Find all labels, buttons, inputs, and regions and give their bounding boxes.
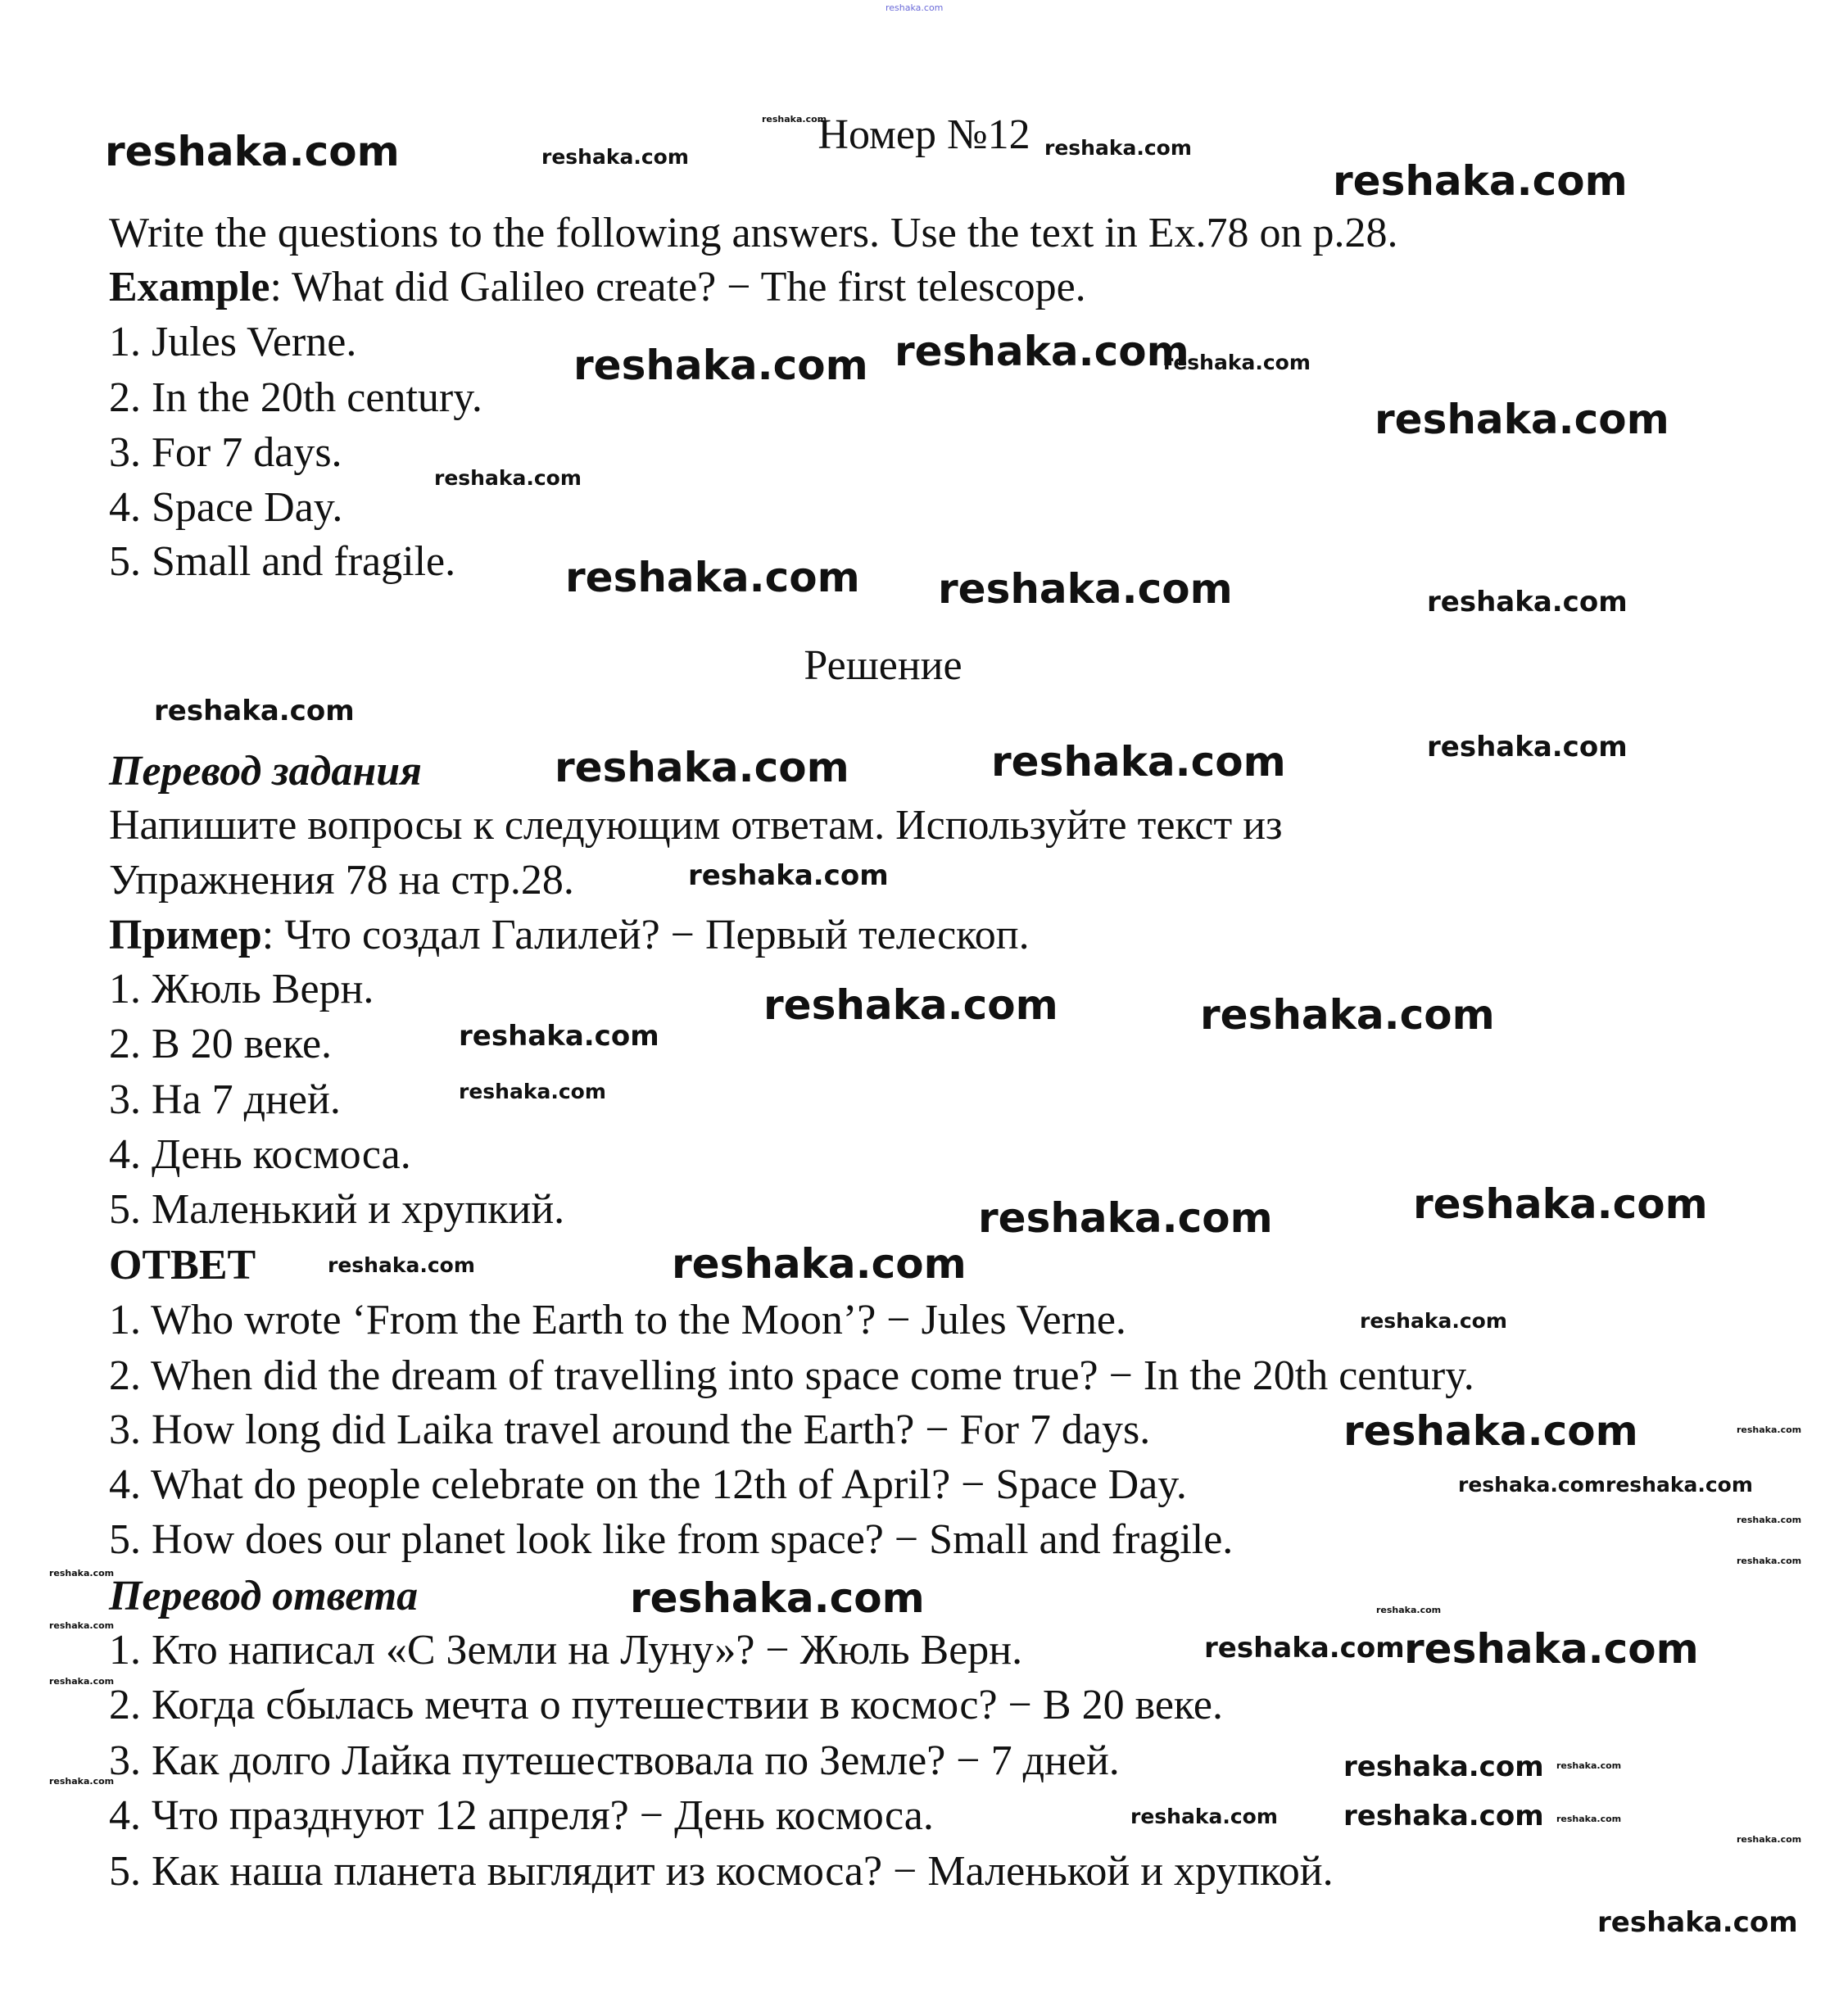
watermark: reshaka.com: [541, 145, 689, 169]
translation-example: [109, 908, 1030, 962]
example-text: : Что создал Галилей? − Первый телескоп.: [261, 912, 1030, 958]
watermark: reshaka.com: [49, 1676, 115, 1687]
watermark: reshaka.com: [49, 1620, 115, 1631]
watermark: reshaka.com: [1200, 991, 1495, 1039]
watermark: reshaka.com: [762, 114, 827, 125]
answer-item: 3. How long did Laika travel around the Earth? − For 7 days.: [109, 1406, 1151, 1453]
translation-item: 1. Жюль Верн.: [109, 966, 374, 1012]
watermark: reshaka.com: [1204, 1632, 1405, 1665]
task-item: 4. Space Day.: [109, 484, 343, 531]
translation-item: 3. На 7 дней.: [109, 1076, 341, 1123]
translation-item: 2. В 20 веке.: [109, 1021, 333, 1067]
answer-translation-item: 2. Когда сбылась мечта о путешествии в космос? − В 20 веке.: [109, 1682, 1223, 1728]
task-instruction: Write the questions to the following answers. Use the text in Ex.78 on p.28.: [109, 210, 1398, 256]
watermark: reshaka.com: [688, 859, 889, 892]
watermark: reshaka.com: [573, 342, 868, 389]
answer-translation-item: 1. Кто написал «С Земли на Луну»? − Жюль Верн.: [109, 1627, 1023, 1674]
watermark: reshaka.com: [555, 744, 849, 791]
watermark: reshaka.com: [1163, 351, 1311, 374]
answer-item: 1. Who wrote ‘From the Earth to the Moon’? − Jules Verne.: [109, 1297, 1126, 1343]
watermark: reshaka.com: [49, 1776, 115, 1787]
watermark: reshaka.com: [886, 2, 944, 13]
example-label: Example: [109, 264, 270, 310]
translation-item: 4. День космоса.: [109, 1131, 411, 1178]
answer-item: 4. What do people celebrate on the 12th of April? − Space Day.: [109, 1461, 1187, 1508]
watermark: reshaka.com: [328, 1253, 475, 1277]
solution-heading: Решение: [804, 642, 962, 689]
answer-item: 5. How does our planet look like from space? − Small and fragile.: [109, 1516, 1234, 1563]
watermark: reshaka.com: [763, 981, 1058, 1029]
watermark: reshaka.com: [672, 1240, 967, 1288]
task-example: [109, 260, 1086, 315]
watermark: reshaka.com: [434, 466, 582, 490]
watermark: reshaka.com: [459, 1020, 659, 1053]
answer-translation-item: 5. Как наша планета выглядит из космоса? − Маленькой и хрупкой.: [109, 1848, 1334, 1895]
example-text: : What did Galileo create? − The first telescope.: [270, 264, 1086, 310]
watermark: reshaka.com: [1044, 136, 1192, 160]
watermark: reshaka.com: [1597, 1906, 1798, 1939]
watermark: reshaka.com: [938, 565, 1233, 613]
watermark: reshaka.com: [991, 738, 1286, 786]
page-title: Номер №12: [818, 111, 1030, 158]
example-label: Пример: [109, 912, 262, 958]
answer-item: 2. When did the dream of travelling into space come true? − In the 20th century.: [109, 1352, 1474, 1399]
watermark: reshaka.com: [1737, 1424, 1802, 1435]
watermark: reshaka.com: [1130, 1805, 1278, 1828]
watermark: reshaka.com: [1375, 396, 1669, 443]
watermark: reshaka.com: [459, 1080, 606, 1103]
watermark: reshaka.com: [1458, 1473, 1606, 1497]
watermark: reshaka.com: [49, 1568, 115, 1578]
watermark: reshaka.com: [1333, 157, 1628, 205]
watermark: reshaka.com: [1427, 586, 1628, 618]
watermark: reshaka.com: [1606, 1473, 1753, 1497]
task-item: 3. For 7 days.: [109, 429, 342, 476]
watermark: reshaka.com: [1360, 1309, 1507, 1333]
watermark: reshaka.com: [105, 128, 400, 175]
watermark: reshaka.com: [1343, 1751, 1544, 1783]
translation-item: 5. Маленький и хрупкий.: [109, 1186, 565, 1233]
watermark: reshaka.com: [154, 695, 355, 727]
answer-heading: ОТВЕТ: [109, 1242, 256, 1289]
answer-translation-heading: Перевод ответа: [109, 1573, 419, 1619]
task-item: 2. In the 20th century.: [109, 374, 482, 421]
answer-translation-item: 4. Что празднуют 12 апреля? − День космоса.: [109, 1792, 934, 1839]
watermark: reshaka.com: [895, 328, 1189, 375]
watermark: reshaka.com: [1413, 1180, 1708, 1228]
translation-line: Упражнения 78 на стр.28.: [109, 857, 574, 904]
watermark: reshaka.com: [630, 1574, 925, 1622]
answer-translation-item: 3. Как долго Лайка путешествовала по Земле? − 7 дней.: [109, 1737, 1120, 1784]
watermark: reshaka.com: [1737, 1515, 1802, 1525]
task-item: 5. Small and fragile.: [109, 538, 456, 585]
translation-heading: Перевод задания: [109, 748, 422, 795]
watermark: reshaka.com: [1376, 1605, 1442, 1615]
watermark: reshaka.com: [1556, 1814, 1622, 1824]
task-item: 1. Jules Verne.: [109, 319, 357, 365]
watermark: reshaka.com: [1737, 1834, 1802, 1845]
translation-line: Напишите вопросы к следующим ответам. Используйте текст из: [109, 802, 1283, 849]
watermark: reshaka.com: [978, 1194, 1273, 1242]
watermark: reshaka.com: [1404, 1625, 1699, 1673]
watermark: reshaka.com: [1343, 1407, 1638, 1455]
watermark: reshaka.com: [1556, 1760, 1622, 1771]
watermark: reshaka.com: [565, 554, 860, 601]
watermark: reshaka.com: [1427, 731, 1628, 763]
watermark: reshaka.com: [1343, 1800, 1544, 1832]
watermark: reshaka.com: [1737, 1556, 1802, 1566]
